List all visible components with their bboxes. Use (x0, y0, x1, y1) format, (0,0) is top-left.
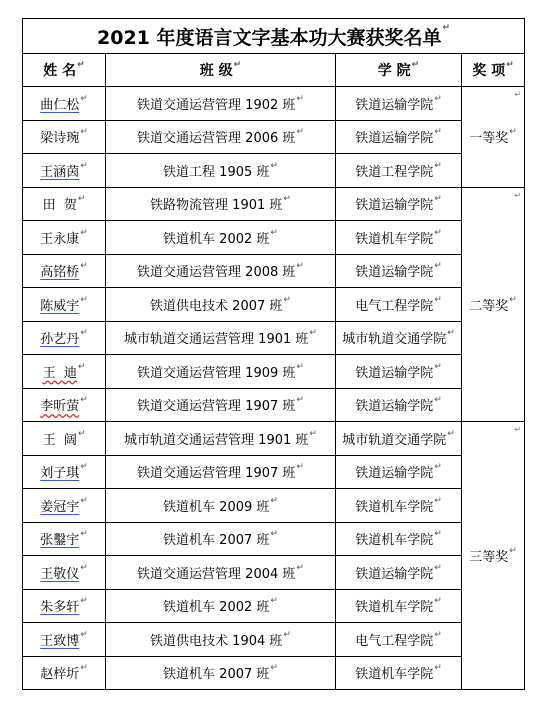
name-cell: 王敬仪↵ (23, 556, 106, 590)
college-cell: 铁道运输学院↵ (336, 87, 462, 121)
name-cell: 高铭桥↵ (23, 254, 106, 288)
award-table (22, 18, 525, 690)
college-cell: 铁道运输学院↵ (336, 355, 462, 389)
table-row (23, 522, 525, 556)
college-cell: 铁道机车学院↵ (336, 589, 462, 623)
table-row (23, 221, 525, 255)
class-cell: 铁道机车 2002 班↵ (106, 221, 336, 255)
class-cell: 铁道交通运营管理 1907 班↵ (106, 388, 336, 422)
name-cell: 王涵茵↵ (23, 154, 106, 188)
college-cell: 城市轨道交通学院↵ (336, 321, 462, 355)
name-cell: 孙艺丹↵ (23, 321, 106, 355)
college-cell: 电气工程学院↵ (336, 288, 462, 322)
name-cell: 王 迪↵ (23, 355, 106, 389)
class-cell: 铁道交通运营管理 2006 班↵ (106, 120, 336, 154)
table-row (23, 656, 525, 690)
name-cell: 王 阔↵ (23, 422, 106, 456)
name-cell: 刘子琪↵ (23, 455, 106, 489)
name-cell: 梁诗琬↵ (23, 120, 106, 154)
name-cell: 王永康↵ (23, 221, 106, 255)
name-cell: 陈威宇↵ (23, 288, 106, 322)
header-row (23, 54, 525, 87)
class-cell: 铁道机车 2002 班↵ (106, 589, 336, 623)
class-cell: 铁道交通运营管理 1909 班↵ (106, 355, 336, 389)
header-class: 班 级↵ (106, 54, 336, 87)
award-list-document (22, 18, 524, 690)
class-cell: 铁道机车 2009 班↵ (106, 489, 336, 523)
name-cell: 田 贺↵ (23, 187, 106, 221)
table-row (23, 355, 525, 389)
table-row (23, 120, 525, 154)
class-cell: 铁道机车 2007 班↵ (106, 522, 336, 556)
table-row (23, 623, 525, 657)
header-college: 学 院↵ (336, 54, 462, 87)
table-row (23, 422, 525, 456)
award-third: ↵ 三等奖↵ (462, 422, 525, 690)
college-cell: 铁道运输学院↵ (336, 187, 462, 221)
table-row (23, 154, 525, 188)
name-cell: 赵梓圻↵ (23, 656, 106, 690)
award-first: ↵ 一等奖↵ (462, 87, 525, 188)
name-cell: 曲仁松↵ (23, 87, 106, 121)
class-cell: 铁道交通运营管理 1902 班↵ (106, 87, 336, 121)
college-cell: 铁道机车学院↵ (336, 221, 462, 255)
name-cell: 张鑿宇↵ (23, 522, 106, 556)
document-title: 2021 年度语言文字基本功大赛获奖名单↵ (23, 19, 525, 54)
college-cell: 铁道机车学院↵ (336, 656, 462, 690)
college-cell: 铁道机车学院↵ (336, 489, 462, 523)
college-cell: 铁道机车学院↵ (336, 522, 462, 556)
table-row (23, 489, 525, 523)
table-row (23, 455, 525, 489)
class-cell: 铁道交通运营管理 1907 班↵ (106, 455, 336, 489)
class-cell: 铁道交通运营管理 2004 班↵ (106, 556, 336, 590)
college-cell: 铁道运输学院↵ (336, 455, 462, 489)
table-row (23, 556, 525, 590)
college-cell: 电气工程学院↵ (336, 623, 462, 657)
table-row (23, 288, 525, 322)
table-row (23, 388, 525, 422)
table-row (23, 589, 525, 623)
name-cell: 姜冠宇↵ (23, 489, 106, 523)
college-cell: 铁道工程学院↵ (336, 154, 462, 188)
name-cell: 朱多轩↵ (23, 589, 106, 623)
header-name: 姓 名↵ (23, 54, 106, 87)
college-cell: 铁道运输学院↵ (336, 120, 462, 154)
class-cell: 铁道供电技术 2007 班↵ (106, 288, 336, 322)
class-cell: 铁道机车 2007 班↵ (106, 656, 336, 690)
class-cell: 铁道供电技术 1904 班↵ (106, 623, 336, 657)
header-award: 奖 项↵ (462, 54, 525, 87)
college-cell: 城市轨道交通学院↵ (336, 422, 462, 456)
table-row (23, 254, 525, 288)
college-cell: 铁道运输学院↵ (336, 254, 462, 288)
class-cell: 城市轨道交通运营管理 1901 班↵ (106, 422, 336, 456)
table-row (23, 187, 525, 221)
award-second: ↵ 二等奖↵ (462, 187, 525, 422)
name-cell: 王致博↵ (23, 623, 106, 657)
class-cell: 铁路物流管理 1901 班↵ (106, 187, 336, 221)
name-cell: 李昕萤↵ (23, 388, 106, 422)
table-row (23, 321, 525, 355)
class-cell: 城市轨道交通运营管理 1901 班↵ (106, 321, 336, 355)
college-cell: 铁道运输学院↵ (336, 388, 462, 422)
class-cell: 铁道工程 1905 班↵ (106, 154, 336, 188)
table-row (23, 87, 525, 121)
class-cell: 铁道交通运营管理 2008 班↵ (106, 254, 336, 288)
college-cell: 铁道运输学院↵ (336, 556, 462, 590)
